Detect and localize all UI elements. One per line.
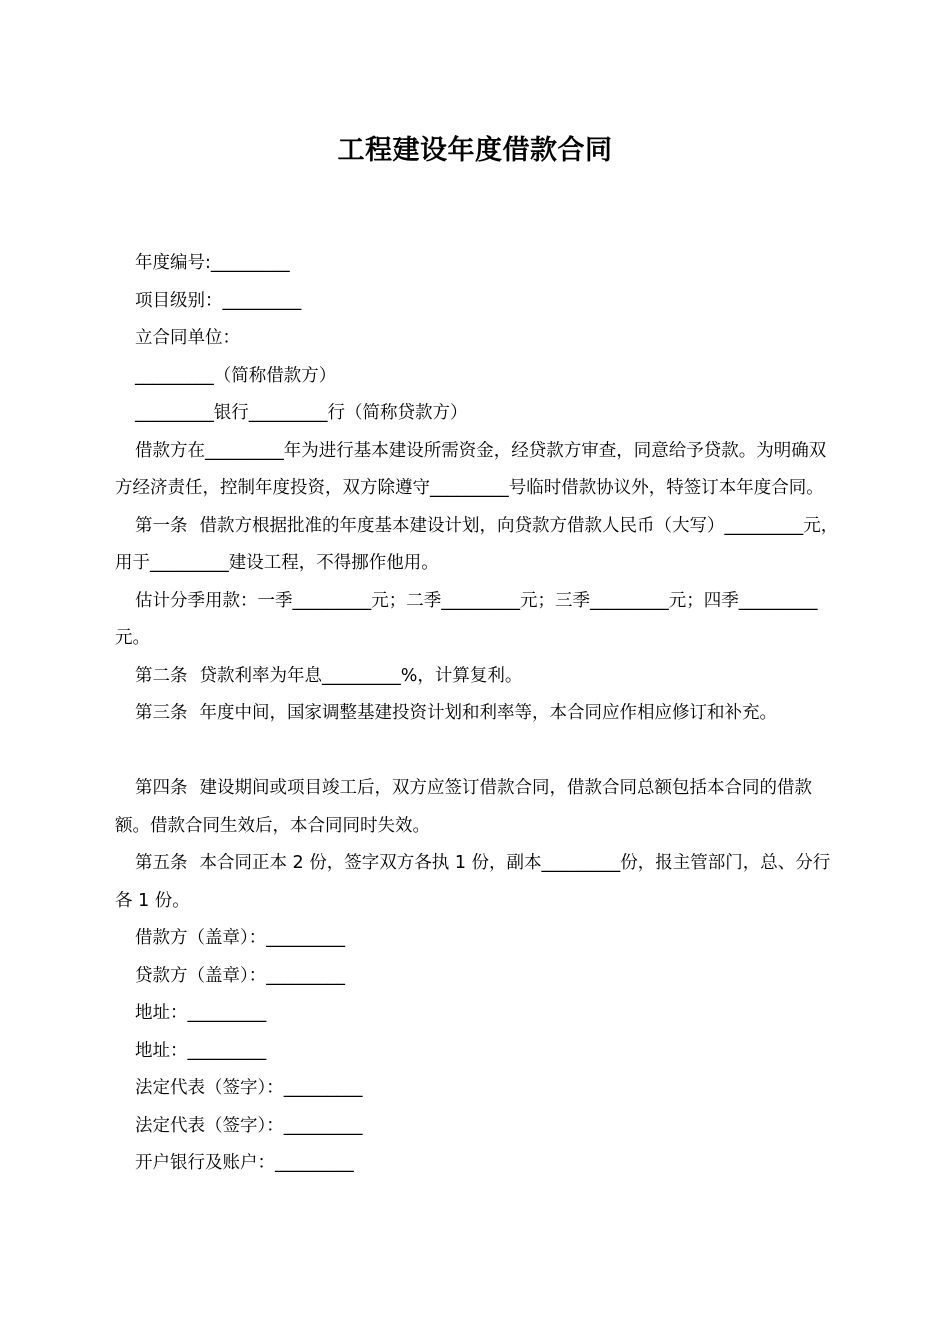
article-5-label: 第五条	[135, 853, 188, 873]
lender-line: _________银行_________行（简称贷款方）	[135, 403, 468, 423]
lender-address-line: 地址：_________	[135, 1040, 267, 1061]
article-2-label: 第二条	[135, 665, 188, 686]
document-body	[115, 245, 840, 1183]
project-level-line: 项目级别：_________	[135, 290, 302, 311]
article-3-text: 年度中间，国家调整基建投资计划和利率等，本合同应作相应修订和补充。	[199, 703, 777, 723]
article-3-label: 第三条	[135, 703, 188, 723]
article-5-paragraph	[115, 845, 840, 920]
lender-representative-line: 法定代表（签字）：_________	[135, 1115, 363, 1136]
borrower-representative-line: 法定代表（签字）：_________	[135, 1078, 363, 1098]
article-1-text: 借款方根据批准的年度基本建设计划，向贷款方借款人民币（大写）_________元，用于_________建设工程，不得挪作他用。	[115, 515, 839, 573]
borrower-line: _________（简称借款方）	[135, 365, 337, 386]
document-title: 工程建设年度借款合同	[337, 135, 613, 166]
contract-parties-heading: 立合同单位：	[135, 328, 240, 348]
annual-number-line: 年度编号:_________	[135, 253, 290, 273]
article-1-label: 第一条	[135, 515, 188, 536]
borrower-address-line: 地址：_________	[135, 1003, 267, 1023]
article-5-text: 本合同正本 2 份，签字双方各执 1 份，副本_________份，报主管部门，总、分行各 1 份。	[115, 853, 831, 911]
quarterly-usage-paragraph: 估计分季用款：一季_________元；二季_________元；三季_________元；四季_________元。	[115, 590, 818, 648]
bank-account-line: 开户银行及账户：_________	[135, 1153, 354, 1173]
article-1-paragraph	[115, 508, 840, 583]
lender-seal-line: 贷款方（盖章）：_________	[135, 965, 345, 986]
paragraph-gap	[115, 733, 840, 771]
preamble-paragraph: 借款方在_________年为进行基本建设所需资金，经贷款方审查，同意给予贷款。为明确双方经济责任，控制年度投资，双方除遵守_________号临时借款协议外，特签订本年度合同。	[115, 440, 827, 498]
article-3-paragraph	[115, 695, 840, 733]
article-4-label: 第四条	[135, 778, 188, 798]
article-4-text: 建设期间或项目竣工后，双方应签订借款合同，借款合同总额包括本合同的借款额。借款合同生效后，本合同同时失效。	[115, 778, 812, 836]
article-2-text: 贷款利率为年息_________%，计算复利。	[199, 665, 523, 686]
article-4-paragraph	[115, 770, 840, 845]
borrower-seal-line: 借款方（盖章）：_________	[135, 928, 345, 948]
article-2-paragraph	[115, 658, 840, 696]
